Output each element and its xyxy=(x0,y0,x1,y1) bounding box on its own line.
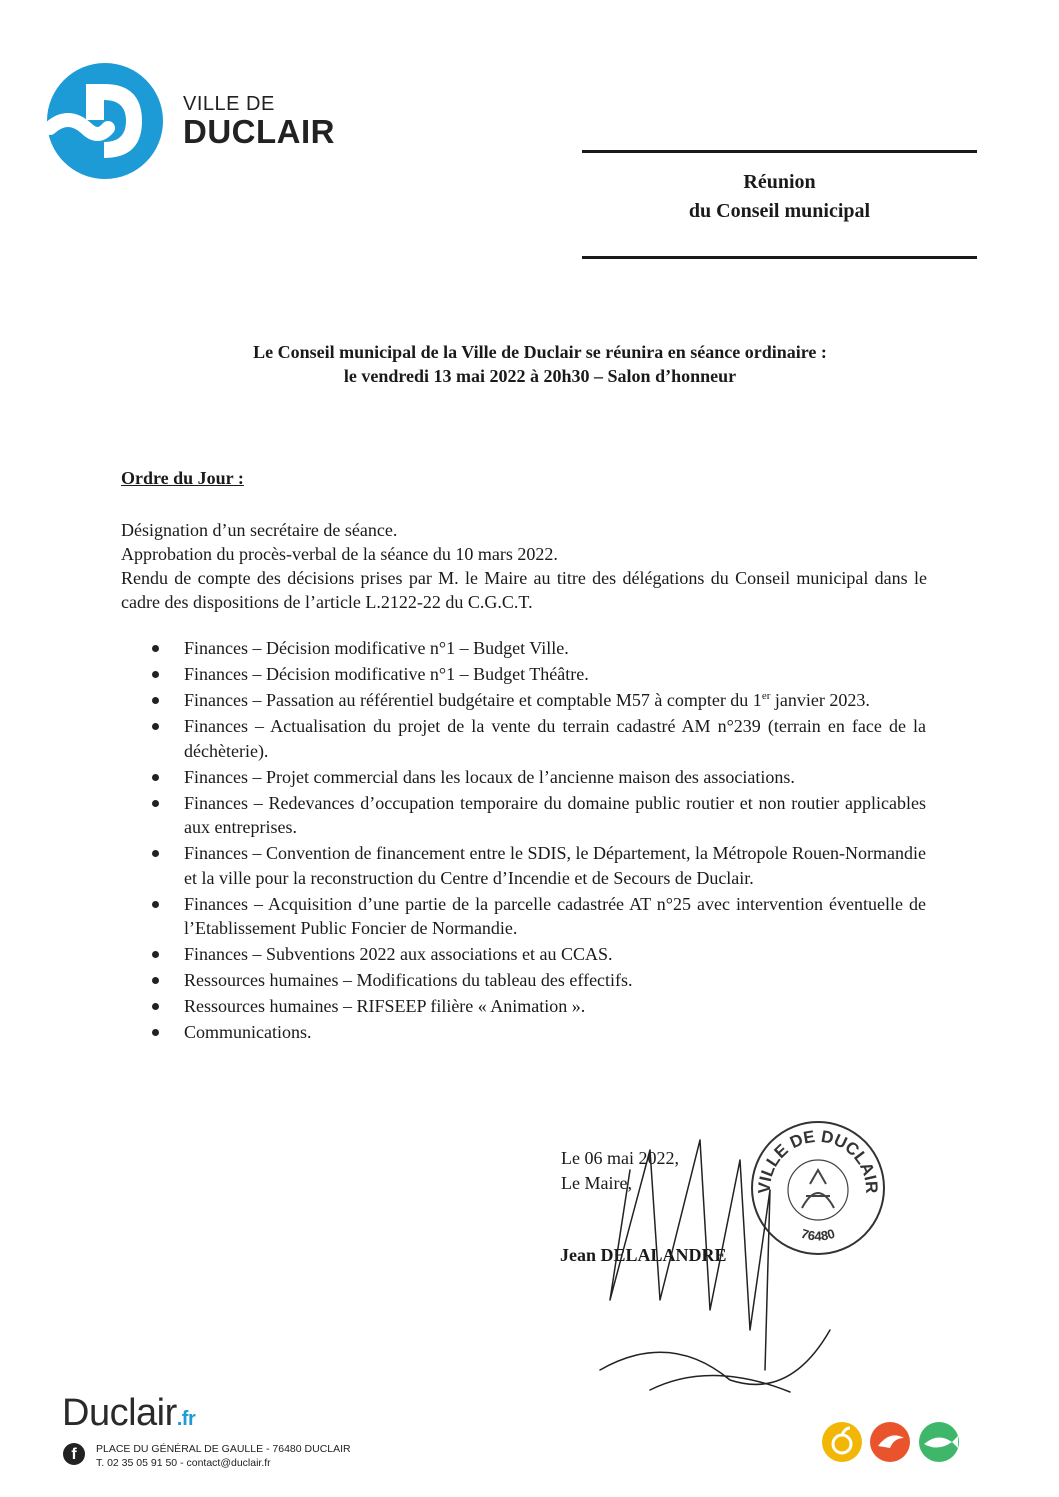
bullet-icon xyxy=(152,671,159,678)
agenda-item-text: Finances – Actualisation du projet de la vente du terrain cadastré AM n°239 (terrain en face de la déchèterie). xyxy=(184,716,926,761)
fish-icon xyxy=(919,1422,959,1462)
seal-postcode: 76480 xyxy=(799,1225,837,1244)
bullet-icon xyxy=(152,697,159,704)
agenda-item-text: Ressources humaines – Modifications du tableau des effectifs. xyxy=(184,970,633,990)
bullet-icon xyxy=(152,774,159,781)
agenda-item-text: Finances – Convention de financement entre le SDIS, le Département, la Métropole Rouen-Normandie et la ville pour la reconstruction du Centre d’Incendie et de Secours de Duclair. xyxy=(184,843,926,888)
intro-paragraph: Approbation du procès-verbal de la séance du 10 mars 2022. xyxy=(121,544,558,564)
footer-contact xyxy=(96,1442,351,1470)
document-title xyxy=(582,168,977,226)
agenda-item xyxy=(150,688,926,713)
facebook-icon[interactable]: f xyxy=(63,1443,85,1465)
seal-text: VILLE DE DUCLAIR xyxy=(754,1126,882,1194)
apple-icon xyxy=(822,1422,862,1462)
title-line-2: du Conseil municipal xyxy=(688,200,871,222)
agenda-heading: Ordre du Jour : xyxy=(121,468,244,488)
footer-phone-email: T. 02 35 05 91 50 - contact@duclair.fr xyxy=(96,1457,271,1469)
bullet-icon xyxy=(152,850,159,857)
agenda-item-text-tail: janvier 2023. xyxy=(770,690,870,710)
agenda-item-text: Finances – Acquisition d’une partie de la parcelle cadastrée AT n°25 avec intervention éventuelle de l’Etablissement Public Foncier de Normandie. xyxy=(184,893,926,938)
agenda-item xyxy=(150,994,926,1019)
announcement-line-2: le vendredi 13 mai 2022 à 20h30 – Salon d’honneur xyxy=(343,366,737,386)
agenda-item xyxy=(150,892,926,941)
city-name xyxy=(183,93,335,149)
agenda-item xyxy=(150,662,926,687)
bullet-icon xyxy=(152,1029,159,1036)
agenda-item-text: Finances – Décision modificative n°1 – Budget Ville. xyxy=(184,638,569,658)
city-name-prefix: VILLE DE xyxy=(183,93,275,115)
duclair-logo-mark xyxy=(46,62,164,180)
signature-role: Le Maire, xyxy=(561,1173,632,1193)
bullet-icon xyxy=(152,723,159,730)
bullet-icon xyxy=(152,800,159,807)
bullet-icon xyxy=(152,645,159,652)
boat-icon xyxy=(870,1422,910,1462)
bullet-icon xyxy=(152,901,159,908)
bullet-icon xyxy=(152,1003,159,1010)
title-rule-bottom xyxy=(582,256,977,259)
ordinal-suffix: er xyxy=(761,690,771,702)
agenda-item xyxy=(150,968,926,993)
footer-brand xyxy=(62,1392,195,1435)
agenda-item xyxy=(150,791,926,840)
handwritten-signature xyxy=(590,1130,840,1400)
agenda-item-text: Finances – Passation au référentiel budgétaire et comptable M57 à compter du 1 xyxy=(184,690,762,710)
agenda-item-text: Finances – Projet commercial dans les locaux de l’ancienne maison des associations. xyxy=(184,766,795,787)
signature-date: Le 06 mai 2022, xyxy=(561,1148,679,1168)
agenda-item xyxy=(150,636,926,661)
agenda-intro xyxy=(121,518,927,614)
meeting-announcement xyxy=(100,340,980,388)
title-line-1: Réunion xyxy=(743,171,816,193)
agenda-item-text: Finances – Redevances d’occupation temporaire du domaine public routier et non routier applicables aux entreprises. xyxy=(184,792,926,837)
agenda-item-text: Ressources humaines – RIFSEEP filière « Animation ». xyxy=(184,996,586,1016)
city-name-main: DUCLAIR xyxy=(183,113,335,150)
agenda-item-text: Finances – Subventions 2022 aux associations et au CCAS. xyxy=(184,944,613,964)
agenda-item xyxy=(150,714,926,763)
agenda-item-text: Finances – Décision modificative n°1 – Budget Théâtre. xyxy=(184,664,589,684)
announcement-line-1: Le Conseil municipal de la Ville de Duclair se réunira en séance ordinaire : xyxy=(253,342,827,362)
agenda-list xyxy=(150,636,926,1046)
intro-paragraph: Rendu de compte des décisions prises par M. le Maire au titre des délégations du Conseil municipal dans le cadre des dispositions de l’article L.2122-22 du C.G.C.T. xyxy=(121,568,927,612)
footer-theme-icons xyxy=(818,1416,963,1464)
bullet-icon xyxy=(152,951,159,958)
mayor-name: Jean DELALANDRE xyxy=(560,1245,727,1265)
agenda-item xyxy=(150,765,926,790)
footer-brand-tld: .fr xyxy=(176,1408,196,1430)
agenda-item-text: Communications. xyxy=(184,1022,312,1042)
title-rule-top xyxy=(582,150,977,153)
footer-brand-name: Duclair xyxy=(62,1392,177,1434)
intro-paragraph: Désignation d’un secrétaire de séance. xyxy=(121,520,398,540)
agenda-item xyxy=(150,942,926,967)
bullet-icon xyxy=(152,977,159,984)
footer-address: PLACE DU GÉNÉRAL DE GAULLE - 76480 DUCLAIR xyxy=(96,1443,351,1455)
agenda-item xyxy=(150,841,926,890)
agenda-item xyxy=(150,1020,926,1045)
